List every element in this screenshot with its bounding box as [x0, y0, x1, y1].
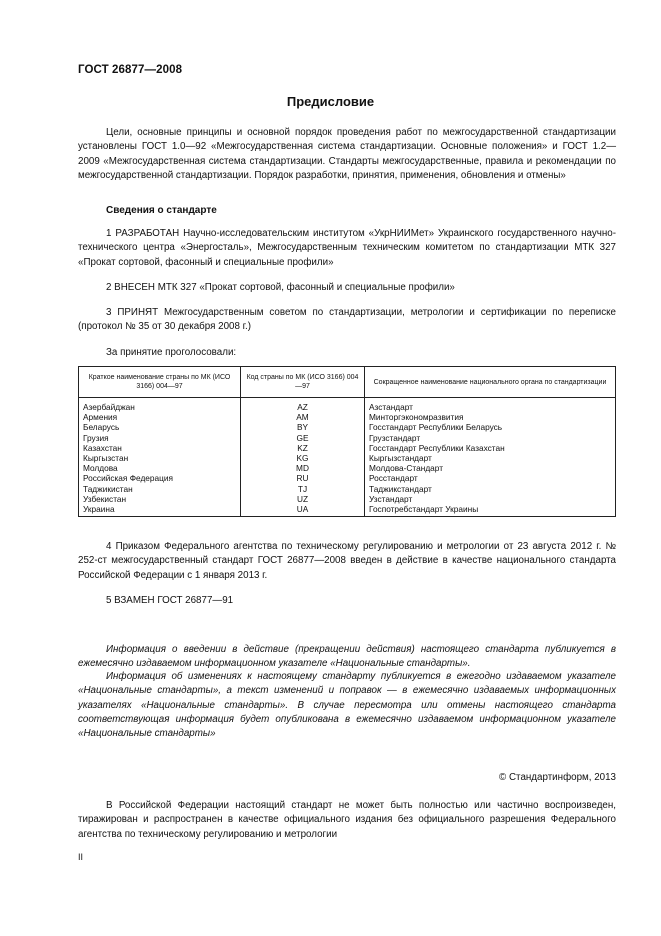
- code-cell: UZ: [241, 494, 365, 504]
- standards-body-cell: Кыргызстандарт: [365, 453, 616, 463]
- voting-table: [78, 366, 616, 517]
- standards-body-cell: Минторгэкономразвития: [365, 412, 616, 422]
- country-cell: Армения: [79, 412, 241, 422]
- table-header-body: Сокращенное наименование национального органа по стандартизации: [365, 367, 616, 398]
- voted-label: За принятие проголосовали:: [106, 347, 237, 358]
- country-cell: Таджикистан: [79, 484, 241, 494]
- code-cell: MD: [241, 463, 365, 473]
- item-3-text: 3 ПРИНЯТ Межгосударственным советом по стандартизации, метрологии и сертификации по переписке (протокол № 35 от 30 декабря 2008 г.): [78, 307, 616, 333]
- standards-body-cell: Госстандарт Республики Казахстан: [365, 443, 616, 453]
- item-1: [78, 227, 616, 270]
- code-cell: UA: [241, 504, 365, 517]
- info-paragraph-1: [78, 643, 616, 672]
- intro-paragraph: [78, 126, 616, 183]
- country-cell: Узбекистан: [79, 494, 241, 504]
- standards-body-cell: Грузстандарт: [365, 433, 616, 443]
- table-row: [79, 504, 616, 517]
- table-row: [79, 398, 616, 413]
- intro-text: Цели, основные принципы и основной порядок проведения работ по межгосударственной стандартизации установлены ГОСТ 1.0—92 «Межгосударственная система стандартизации. Основные положения» и ГОСТ 1.2—2009 «Межгосударственная система стандартизации. Стандарты межгосударственные, правила и рекомендации по межгосударственной стандартизации. Порядок разработки, принятия, применения, обновления и отмены»: [78, 127, 616, 181]
- country-cell: Грузия: [79, 433, 241, 443]
- code-cell: AM: [241, 412, 365, 422]
- table-row: [79, 433, 616, 443]
- code-cell: KG: [241, 453, 365, 463]
- country-cell: Молдова: [79, 463, 241, 473]
- item-3: [78, 306, 616, 335]
- item-4: [78, 540, 616, 583]
- standards-body-cell: Молдова-Стандарт: [365, 463, 616, 473]
- country-cell: Кыргызстан: [79, 453, 241, 463]
- notice-text: В Российской Федерации настоящий стандарт не может быть полностью или частично воспроизведен, тиражирован и распространен в качестве официального издания без официального разрешения Федерального агентства по техническому регулированию и метрологии: [78, 800, 616, 840]
- code-cell: RU: [241, 473, 365, 483]
- table-row: [79, 463, 616, 473]
- document-header: ГОСТ 26877—2008: [78, 64, 183, 76]
- notice-paragraph: [78, 799, 616, 842]
- country-cell: Беларусь: [79, 422, 241, 432]
- table-row: [79, 443, 616, 453]
- code-cell: AZ: [241, 398, 365, 413]
- standards-body-cell: Азстандарт: [365, 398, 616, 413]
- item-2: 2 ВНЕСЕН МТК 327 «Прокат сортовой, фасонный и специальные профили»: [106, 282, 455, 293]
- info-2-text: Информация об изменениях к настоящему стандарту публикуется в ежегодно издаваемом указателе «Национальные стандарты», а текст изменений и поправок — в ежемесячно издаваемых информационных указателях «Национальные стандарты». В случае пересмотра или отмены настоящего стандарта соответствующая информация будет опубликована в ежемесячно издаваемом информационном указателе «Национальные стандарты»: [78, 671, 616, 740]
- item-5: 5 ВЗАМЕН ГОСТ 26877—91: [106, 595, 234, 606]
- code-cell: KZ: [241, 443, 365, 453]
- country-cell: Украина: [79, 504, 241, 517]
- table-row: [79, 412, 616, 422]
- code-cell: GE: [241, 433, 365, 443]
- table-row: [79, 453, 616, 463]
- standards-body-cell: Таджикстандарт: [365, 484, 616, 494]
- standards-body-cell: Госпотребстандарт Украины: [365, 504, 616, 517]
- table-row: [79, 484, 616, 494]
- standards-body-cell: Росстандарт: [365, 473, 616, 483]
- country-cell: Российская Федерация: [79, 473, 241, 483]
- info-paragraph-2: [78, 670, 616, 741]
- country-cell: Азербайджан: [79, 398, 241, 413]
- page-title: Предисловие: [286, 94, 375, 109]
- copyright: © Стандартинформ, 2013: [499, 772, 616, 783]
- standards-body-cell: Узстандарт: [365, 494, 616, 504]
- code-cell: BY: [241, 422, 365, 432]
- item-1-text: 1 РАЗРАБОТАН Научно-исследовательским институтом «УкрНИИМет» Украинского государственного научно-технического центра «Энергосталь», Межгосударственным техническим комитетом по стандартизации МТК 327 «Прокат сортовой, фасонный и специальные профили»: [78, 228, 616, 268]
- code-cell: TJ: [241, 484, 365, 494]
- info-1-text: Информация о введении в действие (прекращении действия) настоящего стандарта публикуется в ежемесячно издаваемом информационном указателе «Национальные стандарты».: [78, 644, 616, 670]
- table-row: [79, 494, 616, 504]
- table-row: [79, 422, 616, 432]
- page-number: II: [78, 852, 84, 862]
- table-row: [79, 473, 616, 483]
- table-header-code: Код страны по МК (ИСО 3166) 004—97: [241, 367, 365, 398]
- section-title: Сведения о стандарте: [106, 205, 217, 216]
- country-cell: Казахстан: [79, 443, 241, 453]
- item-4-text: 4 Приказом Федерального агентства по техническому регулированию и метрологии от 23 августа 2012 г. № 252-ст межгосударственный стандарт ГОСТ 26877—2008 введен в действие в качестве национального стандарта Российской Федерации с 1 января 2013 г.: [78, 541, 616, 581]
- table-header-row: [79, 367, 616, 398]
- table-body: [79, 398, 616, 517]
- standards-body-cell: Госстандарт Республики Беларусь: [365, 422, 616, 432]
- table-header-country: Краткое наименование страны по МК (ИСО 3166) 004—97: [79, 367, 241, 398]
